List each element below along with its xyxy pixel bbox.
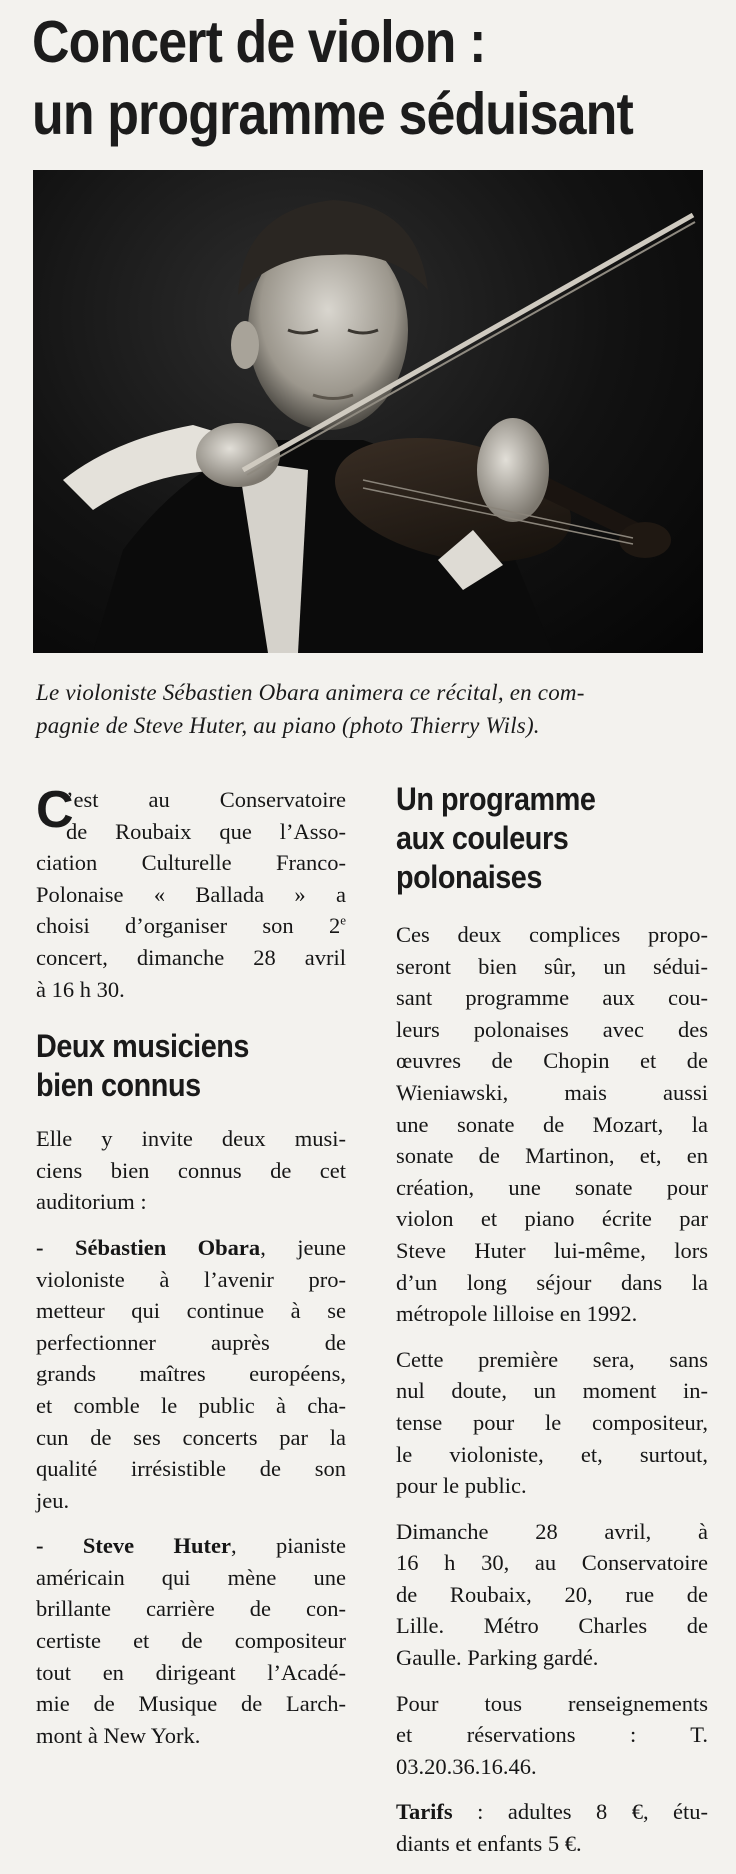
text-line bbox=[396, 1796, 708, 1828]
text-line: 16 h 30, au Conservatoire bbox=[396, 1550, 708, 1576]
subhead-line: aux couleurs bbox=[396, 820, 569, 856]
text-line: Cette première sera, sans bbox=[396, 1346, 708, 1372]
left-column bbox=[36, 781, 347, 1765]
intro-line: à 16 h 30. bbox=[36, 976, 125, 1002]
text-line: sonate de Martinon, et, en bbox=[396, 1143, 708, 1169]
right-column bbox=[396, 780, 708, 1874]
caption-line-1: Le violoniste Sébastien Obara animera ce récital, en com- bbox=[36, 680, 585, 705]
text-line: auditorium : bbox=[36, 1189, 147, 1215]
headline bbox=[32, 6, 639, 150]
text-fragment: , pianiste bbox=[231, 1533, 347, 1559]
text-line: Dimanche 28 avril, à bbox=[396, 1518, 708, 1544]
violinist-photo bbox=[33, 170, 703, 653]
text-line: métropole lilloise en 1992. bbox=[396, 1301, 638, 1327]
text-line: Wieniawski, mais aussi bbox=[396, 1079, 708, 1105]
paragraph-premiere bbox=[396, 1344, 708, 1502]
paragraph-tarifs bbox=[396, 1796, 708, 1859]
intro-line-text: choisi d’organiser son 2 bbox=[36, 913, 341, 939]
subhead-deux-musiciens bbox=[36, 1027, 315, 1105]
text-line: Lille. Métro Charles de bbox=[396, 1613, 708, 1639]
intro-line bbox=[36, 910, 346, 942]
paragraph-reservations bbox=[396, 1688, 708, 1783]
text-fragment: : adultes 8 €, étu- bbox=[452, 1799, 708, 1825]
text-line: leurs polonaises avec des bbox=[396, 1016, 708, 1042]
paragraph-huter bbox=[36, 1530, 346, 1751]
ordinal-superscript: e bbox=[340, 912, 346, 928]
intro-line: concert, dimanche 28 avril bbox=[36, 944, 346, 970]
text-line: tout en dirigeant l’Acadé- bbox=[36, 1659, 346, 1685]
text-line: et réservations : T. bbox=[396, 1722, 708, 1748]
intro-paragraph bbox=[36, 781, 346, 1005]
intro-line: Polonaise « Ballada » a bbox=[36, 881, 346, 907]
text-line: seront bien sûr, un sédui- bbox=[396, 953, 708, 979]
photo-caption bbox=[36, 676, 706, 742]
text-line: pour le public. bbox=[396, 1473, 527, 1499]
text-line: le violoniste, et, surtout, bbox=[396, 1441, 708, 1467]
tarifs-label: Tarifs bbox=[396, 1799, 453, 1825]
drop-cap: C bbox=[36, 781, 74, 839]
intro-line: ’est au Conservatoire bbox=[66, 787, 346, 812]
paragraph-date-venue bbox=[396, 1516, 708, 1674]
text-line: Gaulle. Parking gardé. bbox=[396, 1645, 599, 1671]
subhead-line: polonaises bbox=[396, 859, 542, 895]
text-line: Elle y invite deux musi- bbox=[36, 1126, 346, 1152]
text-line: œuvres de Chopin et de bbox=[396, 1048, 708, 1074]
subhead-programme bbox=[396, 780, 677, 897]
musician-name: - Sébastien Obara bbox=[36, 1234, 261, 1260]
text-line: d’un long séjour dans la bbox=[396, 1269, 708, 1295]
headline-line-2: un programme séduisant bbox=[32, 81, 633, 147]
text-line: violon et piano écrite par bbox=[396, 1206, 708, 1232]
paragraph bbox=[36, 1123, 346, 1218]
paragraph-obara bbox=[36, 1232, 346, 1516]
subhead-line: bien connus bbox=[36, 1067, 201, 1104]
text-line: jeu. bbox=[36, 1487, 70, 1513]
text-line: diants et enfants 5 €. bbox=[396, 1831, 582, 1857]
text-line: cun de ses concerts par la bbox=[36, 1424, 346, 1450]
intro-line: ciation Culturelle Franco- bbox=[36, 850, 346, 876]
text-line: sant programme aux cou- bbox=[396, 985, 708, 1011]
text-line: américain qui mène une bbox=[36, 1564, 346, 1590]
text-line: Pour tous renseignements bbox=[396, 1690, 708, 1716]
text-line: Ces deux complices propo- bbox=[396, 922, 708, 947]
text-line: de Roubaix, 20, rue de bbox=[396, 1581, 708, 1607]
headline-line-1: Concert de violon : bbox=[32, 9, 486, 75]
text-line: Steve Huter lui-même, lors bbox=[396, 1237, 708, 1263]
text-line: violoniste à l’avenir pro- bbox=[36, 1266, 346, 1292]
subhead-line: Deux musiciens bbox=[36, 1028, 249, 1065]
text-line: tense pour le compositeur, bbox=[396, 1409, 708, 1435]
text-fragment: , jeune bbox=[260, 1234, 346, 1260]
phone-number: 03.20.36.16.46. bbox=[396, 1753, 537, 1779]
text-line: perfectionner auprès de bbox=[36, 1329, 346, 1355]
text-line: création, une sonate pour bbox=[396, 1174, 708, 1200]
subhead-line: Un programme bbox=[396, 781, 596, 817]
text-line: certiste et de compositeur bbox=[36, 1628, 346, 1654]
text-line: mont à New York. bbox=[36, 1722, 201, 1748]
text-line: une sonate de Mozart, la bbox=[396, 1111, 708, 1137]
text-line: brillante carrière de con- bbox=[36, 1596, 346, 1622]
text-line bbox=[36, 1232, 346, 1264]
text-line: mie de Musique de Larch- bbox=[36, 1691, 346, 1717]
text-line: qualité irrésistible de son bbox=[36, 1456, 346, 1482]
intro-line: de Roubaix que l’Asso- bbox=[66, 818, 346, 844]
text-line: grands maîtres européens, bbox=[36, 1361, 346, 1387]
paragraph-programme bbox=[396, 919, 708, 1330]
text-line: et comble le public à cha- bbox=[36, 1392, 346, 1418]
photo-illustration bbox=[33, 170, 703, 653]
caption-line-2: pagnie de Steve Huter, au piano (photo Thierry Wils). bbox=[36, 713, 540, 738]
text-line bbox=[36, 1530, 346, 1562]
musician-name: - Steve Huter bbox=[36, 1533, 231, 1559]
text-line: metteur qui continue à se bbox=[36, 1298, 346, 1324]
text-line: nul doute, un moment in- bbox=[396, 1378, 708, 1404]
text-line: ciens bien connus de cet bbox=[36, 1157, 346, 1183]
dropcap-block bbox=[36, 781, 346, 847]
